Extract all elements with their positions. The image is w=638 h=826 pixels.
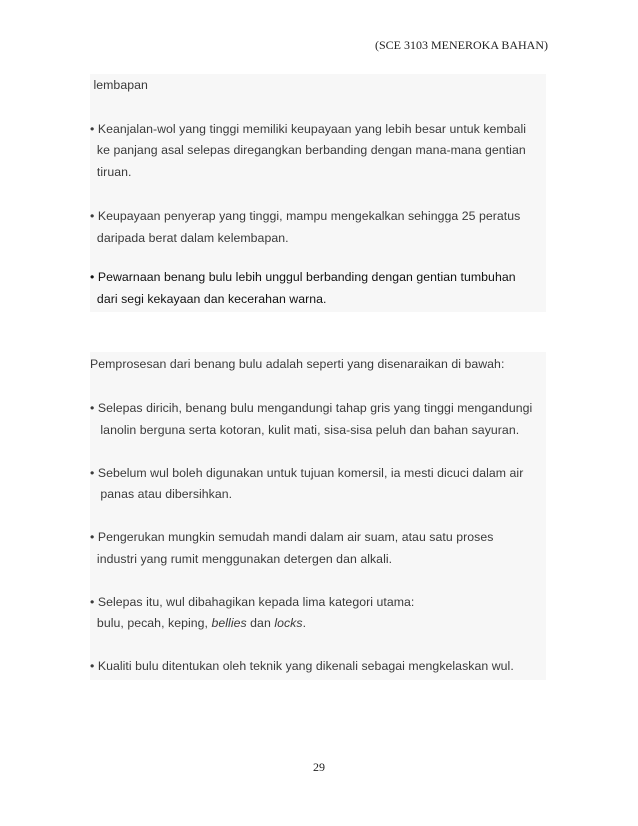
- text-line: lembapan: [90, 78, 148, 92]
- text-line: daripada berat dalam kelembapan.: [90, 231, 289, 245]
- categories-mid: dan: [246, 616, 275, 630]
- categories-plain: bulu, pecah, keping,: [90, 616, 212, 630]
- text-line: • Kualiti bulu ditentukan oleh teknik yang dikenali sebagai mengkelaskan wul.: [90, 659, 514, 673]
- processing-intro: Pemprosesan dari benang bulu adalah seperti yang disenaraikan di bawah:: [90, 357, 505, 371]
- text-line: • Sebelum wul boleh digunakan untuk tujuan komersil, ia mesti dicuci dalam air: [90, 466, 524, 480]
- course-header: (SCE 3103 MENEROKA BAHAN): [374, 38, 548, 52]
- properties-block: [90, 74, 546, 312]
- text-line: • Keanjalan-wol yang tinggi memiliki keupayaan yang lebih besar untuk kembali: [90, 122, 527, 136]
- text-line: panas atau dibersihkan.: [90, 487, 233, 501]
- category-bellies: bellies: [211, 616, 247, 630]
- text-line: ke panjang asal selepas diregangkan berbanding dengan mana-mana gentian: [90, 143, 526, 157]
- categories-line: [90, 616, 306, 630]
- text-line: • Selepas diricih, benang bulu mengandungi tahap gris yang tinggi mengandungi: [90, 401, 533, 415]
- text-line: • Keupayaan penyerap yang tinggi, mampu mengekalkan sehingga 25 peratus: [90, 209, 521, 223]
- text-line: dari segi kekayaan dan kecerahan warna.: [90, 292, 327, 306]
- text-line: industri yang rumit menggunakan detergen dan alkali.: [90, 552, 393, 566]
- categories-end: .: [302, 616, 307, 630]
- text-line: • Selepas itu, wul dibahagikan kepada lima kategori utama:: [90, 595, 415, 609]
- processing-block: [90, 352, 546, 680]
- category-locks: locks: [274, 616, 303, 630]
- page-number: 29: [313, 760, 325, 774]
- text-line: • Pewarnaan benang bulu lebih unggul berbanding dengan gentian tumbuhan: [90, 270, 516, 284]
- text-line: lanolin berguna serta kotoran, kulit mati, sisa-sisa peluh dan bahan sayuran.: [90, 423, 520, 437]
- text-line: tiruan.: [90, 165, 132, 179]
- text-line: • Pengerukan mungkin semudah mandi dalam air suam, atau satu proses: [90, 530, 494, 544]
